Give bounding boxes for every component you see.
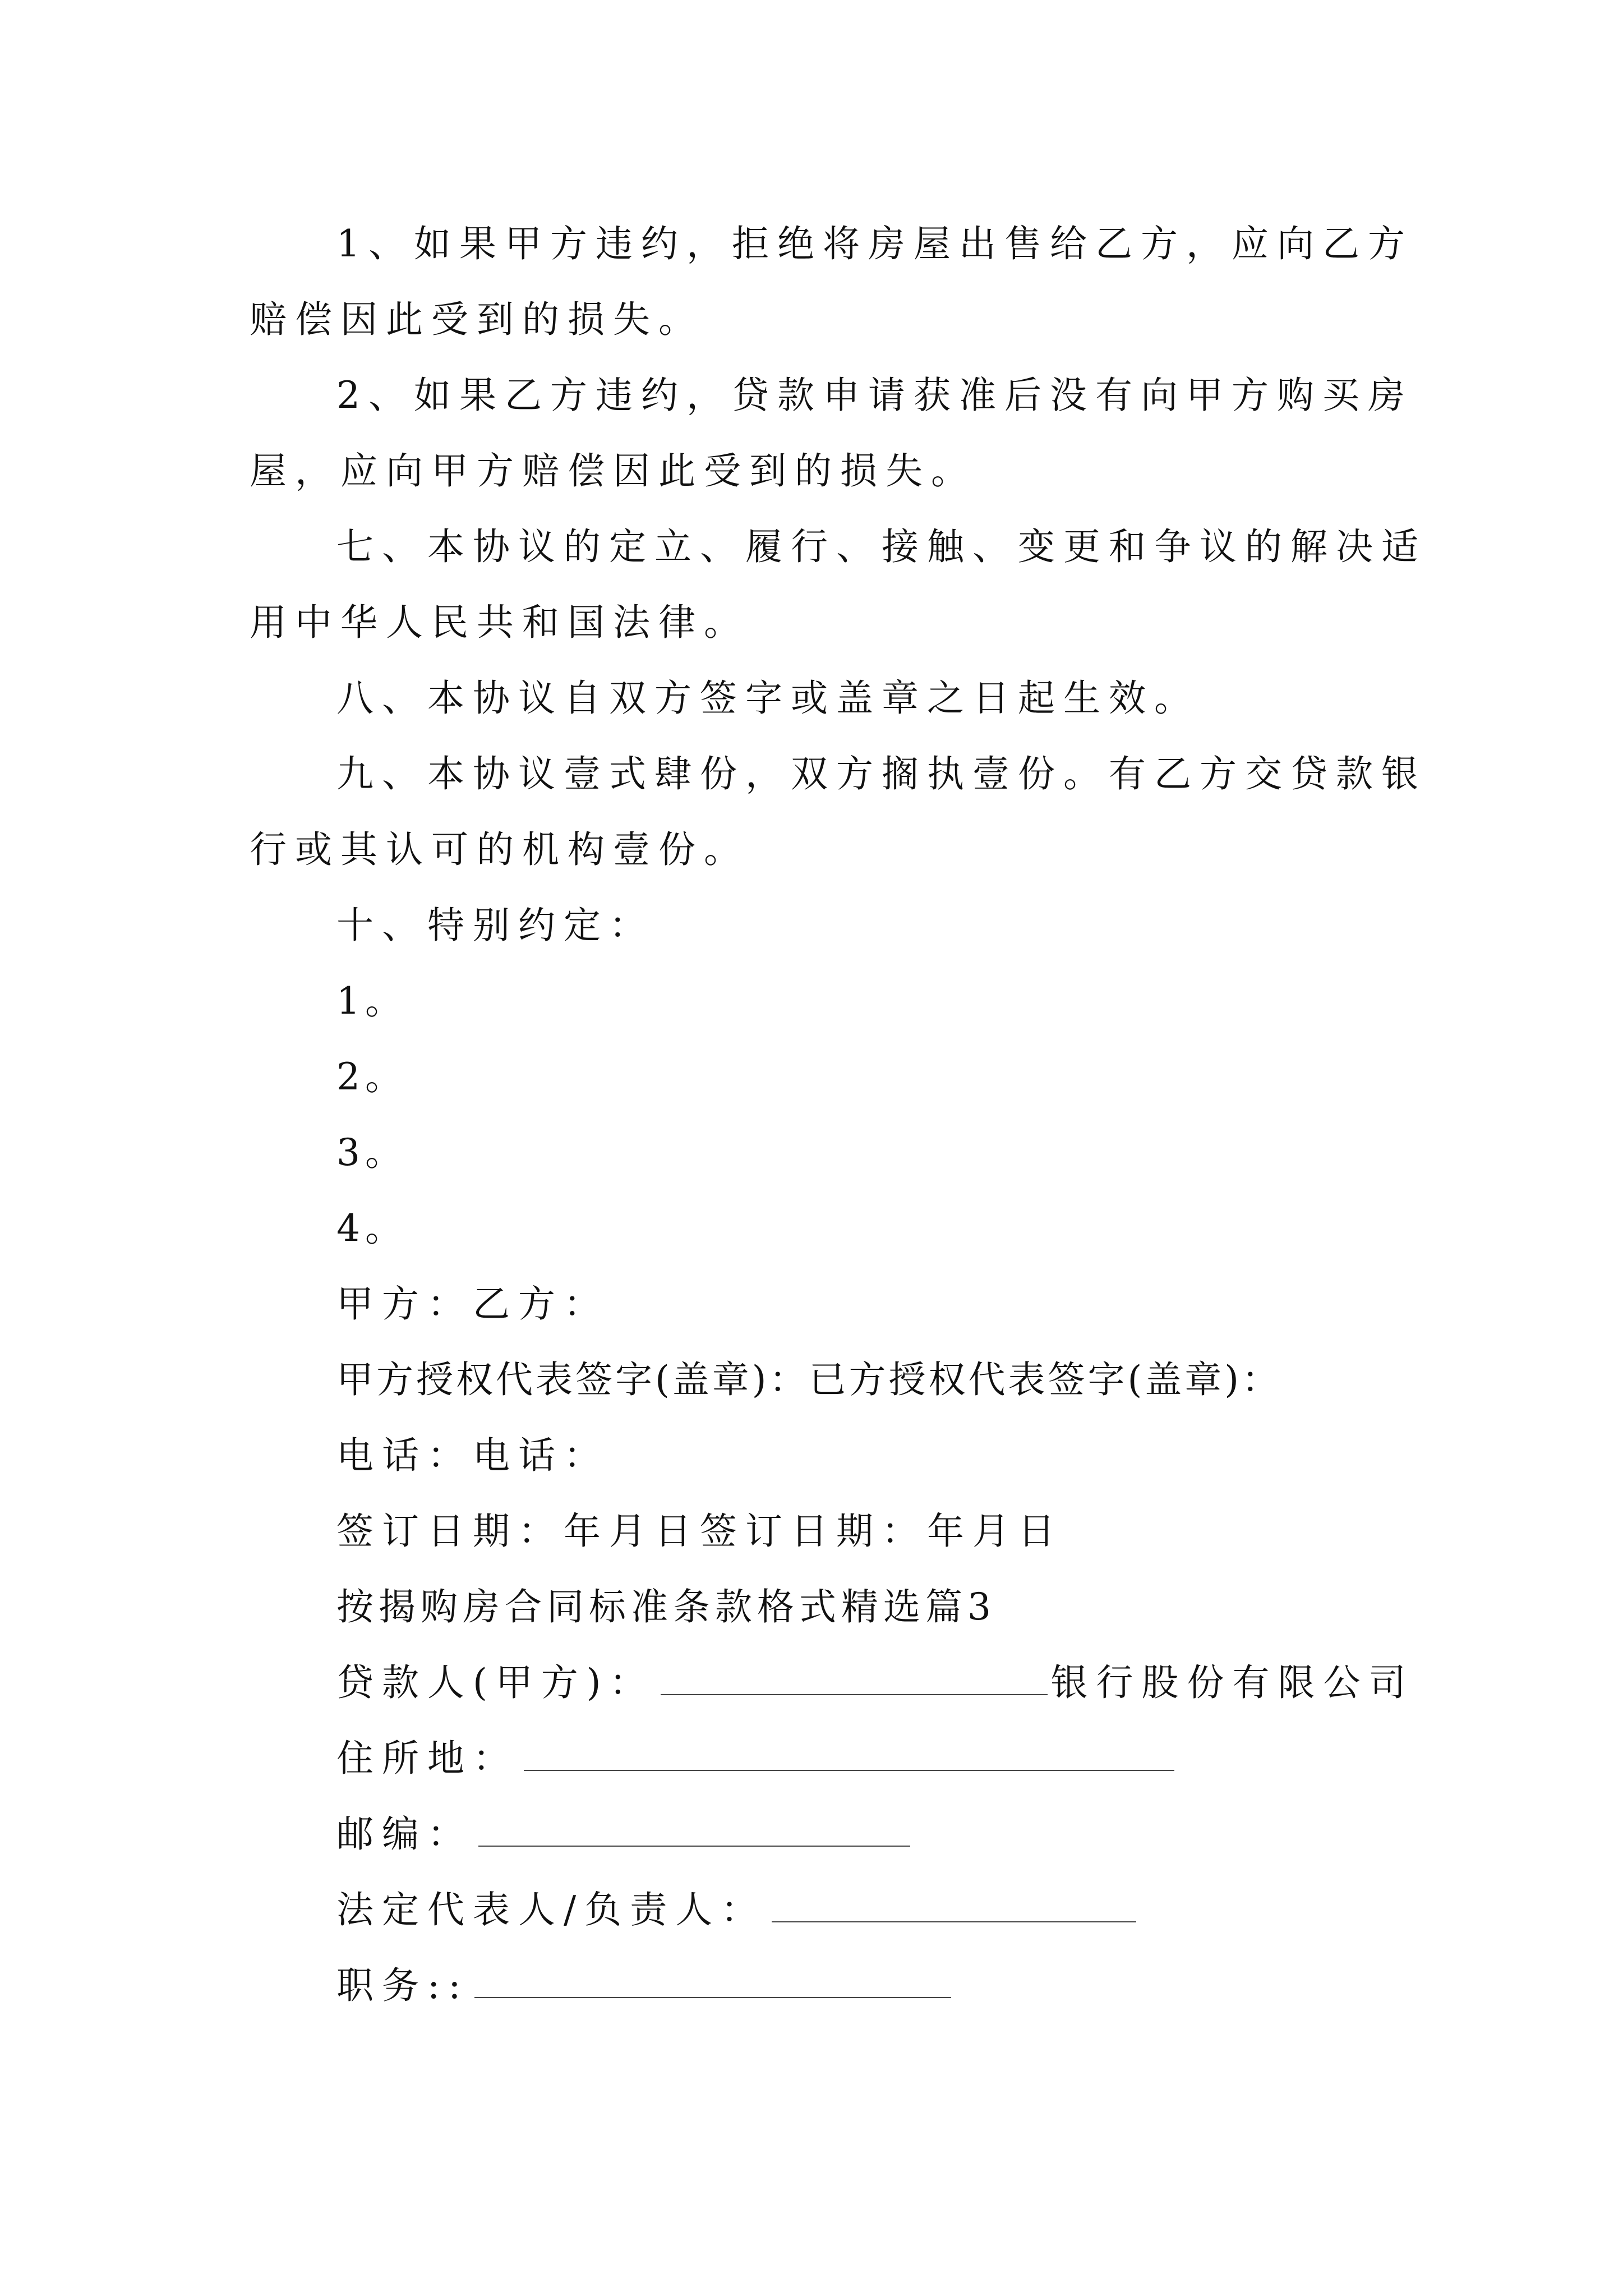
legal-rep-blank[interactable] <box>772 1890 1136 1922</box>
party-line: 甲方：乙方： <box>336 1282 609 1326</box>
section-title: 按揭购房合同标准条款格式精选篇3 <box>336 1585 996 1628</box>
signature-line: 甲方授权代表签字(盖章)：已方授权代表签字(盖章)： <box>336 1358 1281 1401</box>
list-item: 3。 <box>336 1131 407 1174</box>
legal-rep-label: 法定代表人/负责人： <box>336 1888 767 1931</box>
address-label: 住所地： <box>336 1737 518 1780</box>
lender-blank[interactable] <box>661 1663 1048 1695</box>
list-item: 1。 <box>336 979 407 1023</box>
address-blank[interactable] <box>524 1738 1174 1771</box>
paragraph-line: 用中华人民共和国法律。 <box>250 601 749 644</box>
phone-line: 电话：电话： <box>336 1434 609 1477</box>
list-item: 4。 <box>336 1207 407 1250</box>
paragraph-line: 七、本协议的定立、履行、接触、变更和争议的解决适 <box>336 525 1427 568</box>
list-item: 2。 <box>336 1055 407 1098</box>
address-field <box>336 1736 1178 1781</box>
paragraph-line: 赔偿因此受到的损失。 <box>250 298 704 341</box>
position-label: 职务:: <box>336 1964 469 2007</box>
lender-label: 贷款人(甲方)： <box>336 1661 655 1704</box>
lender-field <box>336 1660 1414 1705</box>
position-field <box>336 1963 955 2008</box>
postcode-label: 邮编： <box>336 1812 473 1856</box>
section-heading: 十、特别约定： <box>336 904 654 947</box>
paragraph-line: 屋，应向甲方赔偿因此受到的损失。 <box>250 449 976 493</box>
lender-suffix: 银行股份有限公司 <box>1050 1661 1414 1704</box>
paragraph-line: 行或其认可的机构壹份。 <box>250 828 749 871</box>
date-line: 签订日期：年月日签订日期：年月日 <box>336 1510 1063 1553</box>
paragraph-line: 2、如果乙方违约，贷款申请获准后没有向甲方购买房 <box>336 374 1413 417</box>
postcode-field <box>336 1812 914 1857</box>
position-blank[interactable] <box>474 1966 951 1998</box>
paragraph-line: 九、本协议壹式肆份，双方搁执壹份。有乙方交贷款银 <box>336 752 1427 795</box>
paragraph-line: 1、如果甲方违约，拒绝将房屋出售给乙方，应向乙方 <box>336 222 1413 265</box>
paragraph-line: 八、本协议自双方签字或盖章之日起生效。 <box>336 677 1200 720</box>
legal-rep-field <box>336 1888 1140 1932</box>
postcode-blank[interactable] <box>478 1814 910 1847</box>
